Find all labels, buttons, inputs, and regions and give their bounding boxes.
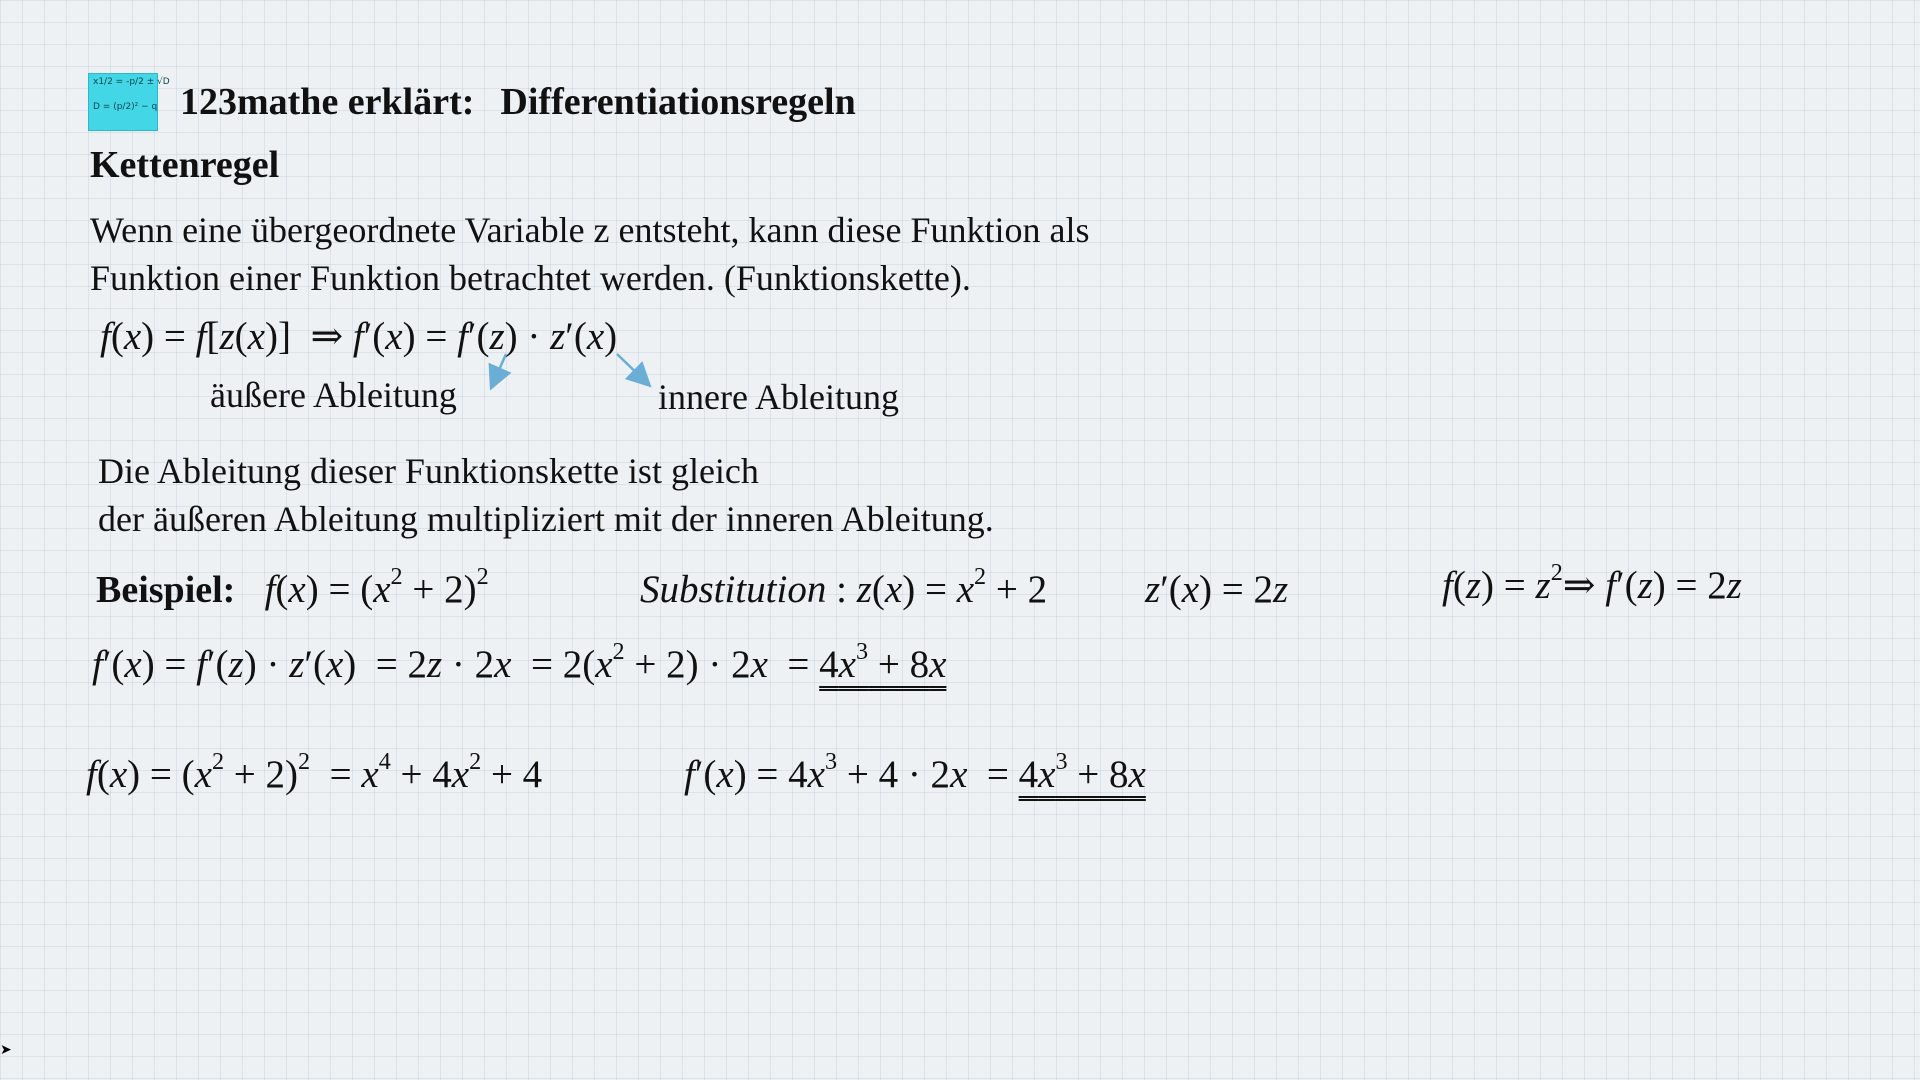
chain-rule-application: $f'(x) = f'(z) \cdot z'(x) = 2z \cdot 2x = 2(x^2 + 2) \cdot 2x = 4x^3 + 8x$ xyxy=(92,637,947,686)
outer-derivative-arrow xyxy=(492,354,506,386)
intro-line-1: Wenn eine übergeordnete Variable z entsteht, kann diese Funktion als xyxy=(90,210,1090,250)
mouse-pointer-icon: ➤ xyxy=(0,1043,12,1058)
logo-formula-line-1: x1/2 = -p/2 ± √D xyxy=(93,77,170,87)
intro-line-2: Funktion einer Funktion betrachtet werden. (Funktionskette). xyxy=(90,258,971,298)
result-expanded: $4x^3 + 8x$ xyxy=(1018,747,1146,796)
expanded-function: $f(x) = (x^2 + 2)^2 = x^4 + 4x^2 + 4$ xyxy=(86,747,543,796)
expanded-derivative: $f'(x) = 4x^3 + 4 \cdot 2x = 4x^3 + 8x$ xyxy=(684,747,1146,796)
logo-formula-line-2: D = (p/2)² − q xyxy=(93,101,158,112)
outer-derivative-label: äußere Ableitung xyxy=(210,375,457,415)
explanation-line-1: Die Ableitung dieser Funktionskette ist gleich xyxy=(98,451,759,491)
brand-label: 123mathe erklärt: xyxy=(180,81,475,123)
inner-derivative-arrow xyxy=(617,354,648,384)
section-title: Kettenregel xyxy=(90,144,280,186)
explanation-paragraph xyxy=(98,447,994,543)
explanation-line-2: der äußeren Ableitung multipliziert mit der inneren Ableitung. xyxy=(98,499,994,539)
result-chain-rule: $4x^3 + 8x$ xyxy=(819,637,947,686)
substitution-formula: Substitution : $z(x) = x^2 + 2$ xyxy=(640,562,1048,611)
chain-rule-formula: f(x) = f[z(x)] ⇒ f′(x) = f′(z) · z′(x) xyxy=(100,315,618,358)
example-label: Beispiel: xyxy=(96,569,236,611)
example-function: Beispiel: $f(x) = (x^2 + 2)^2$ xyxy=(96,562,489,611)
topic-label: Differentiationsregeln xyxy=(500,81,856,123)
inner-derivative-label: innere Ableitung xyxy=(658,377,899,417)
inner-derivative-formula: z′(x) = 2z xyxy=(1145,568,1289,611)
outer-derivative-formula: $f(z) = z^2\Rightarrow$ f′(z) = 2z xyxy=(1442,558,1742,607)
substitution-word: Substitution xyxy=(640,568,827,611)
